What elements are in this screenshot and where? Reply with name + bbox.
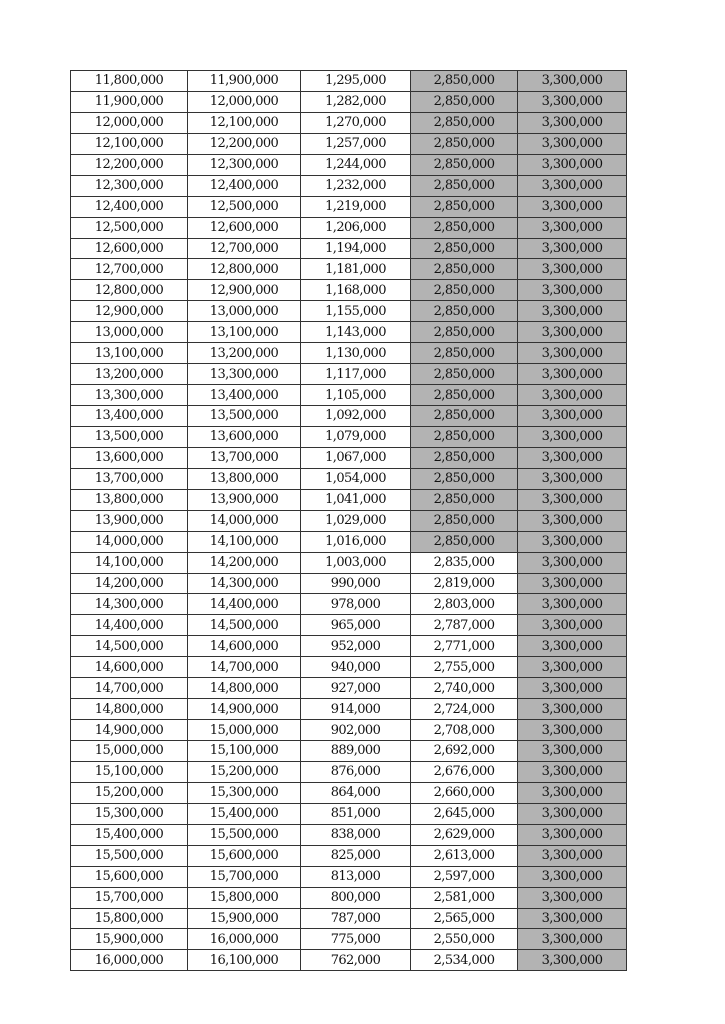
- deduction-a-cell: 1,003,000: [301, 552, 411, 573]
- deduction-a-cell: 1,181,000: [301, 259, 411, 280]
- deduction-a-cell: 965,000: [301, 615, 411, 636]
- deduction-c-cell: 3,300,000: [518, 594, 627, 615]
- income-to-cell: 15,700,000: [188, 866, 301, 887]
- deduction-a-cell: 876,000: [301, 761, 411, 782]
- income-from-cell: 13,000,000: [71, 322, 188, 343]
- deduction-a-cell: 940,000: [301, 657, 411, 678]
- income-to-cell: 12,300,000: [188, 154, 301, 175]
- income-from-cell: 13,900,000: [71, 510, 188, 531]
- deduction-c-cell: 3,300,000: [518, 782, 627, 803]
- deduction-c-cell: 3,300,000: [518, 112, 627, 133]
- deduction-a-cell: 1,016,000: [301, 531, 411, 552]
- income-to-cell: 13,300,000: [188, 364, 301, 385]
- income-to-cell: 14,100,000: [188, 531, 301, 552]
- table-row: [71, 636, 627, 657]
- table-row: [71, 678, 627, 699]
- income-from-cell: 13,200,000: [71, 364, 188, 385]
- income-from-cell: 15,000,000: [71, 741, 188, 762]
- deduction-a-cell: 825,000: [301, 845, 411, 866]
- income-to-cell: 15,500,000: [188, 824, 301, 845]
- deduction-c-cell: 3,300,000: [518, 657, 627, 678]
- income-from-cell: 11,900,000: [71, 91, 188, 112]
- table-row: [71, 217, 627, 238]
- income-to-cell: 14,400,000: [188, 594, 301, 615]
- deduction-b-cell: 2,740,000: [411, 678, 518, 699]
- income-to-cell: 14,800,000: [188, 678, 301, 699]
- deduction-a-cell: 1,155,000: [301, 301, 411, 322]
- deduction-a-cell: 1,079,000: [301, 426, 411, 447]
- table-row: [71, 720, 627, 741]
- deduction-a-cell: 1,282,000: [301, 91, 411, 112]
- deduction-c-cell: 3,300,000: [518, 322, 627, 343]
- deduction-a-cell: 838,000: [301, 824, 411, 845]
- deduction-b-cell: 2,850,000: [411, 468, 518, 489]
- income-from-cell: 13,300,000: [71, 385, 188, 406]
- income-to-cell: 15,100,000: [188, 741, 301, 762]
- deduction-c-cell: 3,300,000: [518, 133, 627, 154]
- table-row: [71, 950, 627, 971]
- income-to-cell: 14,300,000: [188, 573, 301, 594]
- deduction-c-cell: 3,300,000: [518, 636, 627, 657]
- deduction-b-cell: 2,787,000: [411, 615, 518, 636]
- income-to-cell: 14,500,000: [188, 615, 301, 636]
- income-from-cell: 13,800,000: [71, 489, 188, 510]
- deduction-a-cell: 990,000: [301, 573, 411, 594]
- income-to-cell: 13,700,000: [188, 447, 301, 468]
- deduction-b-cell: 2,850,000: [411, 385, 518, 406]
- table-row: [71, 406, 627, 427]
- deduction-b-cell: 2,613,000: [411, 845, 518, 866]
- deduction-b-cell: 2,850,000: [411, 217, 518, 238]
- table-row: [71, 887, 627, 908]
- deduction-b-cell: 2,850,000: [411, 364, 518, 385]
- deduction-b-cell: 2,755,000: [411, 657, 518, 678]
- deduction-a-cell: 1,041,000: [301, 489, 411, 510]
- income-from-cell: 15,200,000: [71, 782, 188, 803]
- table-row: [71, 447, 627, 468]
- deduction-b-cell: 2,565,000: [411, 908, 518, 929]
- income-to-cell: 13,900,000: [188, 489, 301, 510]
- deduction-a-cell: 1,206,000: [301, 217, 411, 238]
- table-body: [71, 71, 627, 971]
- income-from-cell: 12,100,000: [71, 133, 188, 154]
- table-row: [71, 259, 627, 280]
- income-from-cell: 14,400,000: [71, 615, 188, 636]
- income-from-cell: 16,000,000: [71, 950, 188, 971]
- deduction-c-cell: 3,300,000: [518, 510, 627, 531]
- income-from-cell: 15,500,000: [71, 845, 188, 866]
- deduction-c-cell: 3,300,000: [518, 468, 627, 489]
- deduction-a-cell: 1,143,000: [301, 322, 411, 343]
- income-from-cell: 14,100,000: [71, 552, 188, 573]
- deduction-b-cell: 2,850,000: [411, 175, 518, 196]
- deduction-b-cell: 2,708,000: [411, 720, 518, 741]
- table-row: [71, 112, 627, 133]
- deduction-c-cell: 3,300,000: [518, 447, 627, 468]
- table-row: [71, 803, 627, 824]
- table-row: [71, 531, 627, 552]
- table-row: [71, 468, 627, 489]
- table-row: [71, 824, 627, 845]
- income-from-cell: 12,200,000: [71, 154, 188, 175]
- table-row: [71, 908, 627, 929]
- deduction-a-cell: 1,194,000: [301, 238, 411, 259]
- income-from-cell: 15,600,000: [71, 866, 188, 887]
- table-row: [71, 343, 627, 364]
- deduction-a-cell: 1,029,000: [301, 510, 411, 531]
- deduction-c-cell: 3,300,000: [518, 385, 627, 406]
- income-from-cell: 14,600,000: [71, 657, 188, 678]
- income-to-cell: 13,200,000: [188, 343, 301, 364]
- deduction-c-cell: 3,300,000: [518, 343, 627, 364]
- income-to-cell: 16,100,000: [188, 950, 301, 971]
- deduction-b-cell: 2,850,000: [411, 301, 518, 322]
- deduction-b-cell: 2,835,000: [411, 552, 518, 573]
- deduction-c-cell: 3,300,000: [518, 175, 627, 196]
- table-row: [71, 322, 627, 343]
- deduction-a-cell: 952,000: [301, 636, 411, 657]
- deduction-b-cell: 2,660,000: [411, 782, 518, 803]
- deduction-c-cell: 3,300,000: [518, 741, 627, 762]
- deduction-b-cell: 2,850,000: [411, 322, 518, 343]
- income-to-cell: 13,400,000: [188, 385, 301, 406]
- deduction-c-cell: 3,300,000: [518, 845, 627, 866]
- income-to-cell: 15,300,000: [188, 782, 301, 803]
- deduction-c-cell: 3,300,000: [518, 824, 627, 845]
- income-to-cell: 15,000,000: [188, 720, 301, 741]
- deduction-a-cell: 813,000: [301, 866, 411, 887]
- deduction-a-cell: 851,000: [301, 803, 411, 824]
- income-to-cell: 12,000,000: [188, 91, 301, 112]
- deduction-c-cell: 3,300,000: [518, 908, 627, 929]
- deduction-a-cell: 1,054,000: [301, 468, 411, 489]
- table-row: [71, 489, 627, 510]
- table-row: [71, 175, 627, 196]
- table-row: [71, 196, 627, 217]
- deduction-b-cell: 2,850,000: [411, 531, 518, 552]
- deduction-b-cell: 2,850,000: [411, 343, 518, 364]
- income-from-cell: 15,800,000: [71, 908, 188, 929]
- deduction-b-cell: 2,850,000: [411, 133, 518, 154]
- deduction-b-cell: 2,629,000: [411, 824, 518, 845]
- deduction-a-cell: 902,000: [301, 720, 411, 741]
- deduction-b-cell: 2,850,000: [411, 196, 518, 217]
- table-row: [71, 866, 627, 887]
- income-from-cell: 13,500,000: [71, 426, 188, 447]
- income-from-cell: 11,800,000: [71, 71, 188, 92]
- deduction-a-cell: 1,105,000: [301, 385, 411, 406]
- deduction-a-cell: 914,000: [301, 699, 411, 720]
- table-row: [71, 761, 627, 782]
- deduction-a-cell: 1,168,000: [301, 280, 411, 301]
- table-row: [71, 615, 627, 636]
- deduction-a-cell: 1,270,000: [301, 112, 411, 133]
- income-from-cell: 14,200,000: [71, 573, 188, 594]
- deduction-c-cell: 3,300,000: [518, 929, 627, 950]
- deduction-c-cell: 3,300,000: [518, 238, 627, 259]
- income-from-cell: 12,800,000: [71, 280, 188, 301]
- deduction-a-cell: 889,000: [301, 741, 411, 762]
- deduction-b-cell: 2,850,000: [411, 447, 518, 468]
- income-from-cell: 12,700,000: [71, 259, 188, 280]
- deduction-c-cell: 3,300,000: [518, 154, 627, 175]
- deduction-c-cell: 3,300,000: [518, 217, 627, 238]
- income-from-cell: 14,300,000: [71, 594, 188, 615]
- income-to-cell: 13,000,000: [188, 301, 301, 322]
- deduction-b-cell: 2,534,000: [411, 950, 518, 971]
- deduction-b-cell: 2,724,000: [411, 699, 518, 720]
- income-from-cell: 12,600,000: [71, 238, 188, 259]
- income-from-cell: 15,700,000: [71, 887, 188, 908]
- deduction-a-cell: 775,000: [301, 929, 411, 950]
- deduction-b-cell: 2,850,000: [411, 71, 518, 92]
- deduction-b-cell: 2,581,000: [411, 887, 518, 908]
- deduction-a-cell: 762,000: [301, 950, 411, 971]
- deduction-a-cell: 1,257,000: [301, 133, 411, 154]
- income-to-cell: 12,400,000: [188, 175, 301, 196]
- income-from-cell: 14,000,000: [71, 531, 188, 552]
- deduction-c-cell: 3,300,000: [518, 615, 627, 636]
- deduction-b-cell: 2,850,000: [411, 406, 518, 427]
- deduction-a-cell: 978,000: [301, 594, 411, 615]
- income-to-cell: 13,500,000: [188, 406, 301, 427]
- income-from-cell: 15,400,000: [71, 824, 188, 845]
- deduction-c-cell: 3,300,000: [518, 280, 627, 301]
- deduction-b-cell: 2,645,000: [411, 803, 518, 824]
- income-from-cell: 13,700,000: [71, 468, 188, 489]
- income-to-cell: 12,900,000: [188, 280, 301, 301]
- income-to-cell: 15,600,000: [188, 845, 301, 866]
- table-row: [71, 845, 627, 866]
- deduction-a-cell: 800,000: [301, 887, 411, 908]
- deduction-b-cell: 2,850,000: [411, 238, 518, 259]
- income-from-cell: 14,700,000: [71, 678, 188, 699]
- income-to-cell: 14,700,000: [188, 657, 301, 678]
- income-to-cell: 13,100,000: [188, 322, 301, 343]
- table-row: [71, 238, 627, 259]
- deduction-c-cell: 3,300,000: [518, 531, 627, 552]
- income-to-cell: 14,200,000: [188, 552, 301, 573]
- deduction-a-cell: 1,117,000: [301, 364, 411, 385]
- table-row: [71, 426, 627, 447]
- deduction-b-cell: 2,850,000: [411, 510, 518, 531]
- table-row: [71, 594, 627, 615]
- table-row: [71, 741, 627, 762]
- deduction-a-cell: 1,092,000: [301, 406, 411, 427]
- deduction-c-cell: 3,300,000: [518, 866, 627, 887]
- deduction-c-cell: 3,300,000: [518, 406, 627, 427]
- table-row: [71, 552, 627, 573]
- deduction-a-cell: 1,067,000: [301, 447, 411, 468]
- income-to-cell: 12,500,000: [188, 196, 301, 217]
- deduction-a-cell: 787,000: [301, 908, 411, 929]
- income-from-cell: 13,400,000: [71, 406, 188, 427]
- table-row: [71, 929, 627, 950]
- deduction-c-cell: 3,300,000: [518, 364, 627, 385]
- income-from-cell: 14,800,000: [71, 699, 188, 720]
- table-row: [71, 573, 627, 594]
- deduction-a-cell: 1,219,000: [301, 196, 411, 217]
- deduction-a-cell: 1,295,000: [301, 71, 411, 92]
- deduction-a-cell: 1,130,000: [301, 343, 411, 364]
- income-to-cell: 16,000,000: [188, 929, 301, 950]
- deduction-c-cell: 3,300,000: [518, 301, 627, 322]
- income-to-cell: 12,700,000: [188, 238, 301, 259]
- income-to-cell: 15,800,000: [188, 887, 301, 908]
- income-from-cell: 15,900,000: [71, 929, 188, 950]
- table-row: [71, 133, 627, 154]
- deduction-c-cell: 3,300,000: [518, 489, 627, 510]
- deduction-a-cell: 864,000: [301, 782, 411, 803]
- deduction-b-cell: 2,676,000: [411, 761, 518, 782]
- table-row: [71, 510, 627, 531]
- table-row: [71, 657, 627, 678]
- income-from-cell: 14,900,000: [71, 720, 188, 741]
- deduction-a-cell: 927,000: [301, 678, 411, 699]
- income-to-cell: 15,900,000: [188, 908, 301, 929]
- deduction-b-cell: 2,771,000: [411, 636, 518, 657]
- income-to-cell: 14,000,000: [188, 510, 301, 531]
- deduction-c-cell: 3,300,000: [518, 91, 627, 112]
- deduction-b-cell: 2,850,000: [411, 112, 518, 133]
- table-row: [71, 782, 627, 803]
- income-from-cell: 14,500,000: [71, 636, 188, 657]
- table-row: [71, 301, 627, 322]
- deduction-b-cell: 2,550,000: [411, 929, 518, 950]
- income-from-cell: 12,900,000: [71, 301, 188, 322]
- deduction-b-cell: 2,597,000: [411, 866, 518, 887]
- table-row: [71, 364, 627, 385]
- table-row: [71, 71, 627, 92]
- deduction-c-cell: 3,300,000: [518, 950, 627, 971]
- deduction-b-cell: 2,692,000: [411, 741, 518, 762]
- table-row: [71, 91, 627, 112]
- table-row: [71, 699, 627, 720]
- income-from-cell: 12,300,000: [71, 175, 188, 196]
- income-from-cell: 12,400,000: [71, 196, 188, 217]
- income-from-cell: 15,300,000: [71, 803, 188, 824]
- deduction-c-cell: 3,300,000: [518, 552, 627, 573]
- data-table: [70, 70, 627, 971]
- income-to-cell: 12,100,000: [188, 112, 301, 133]
- deduction-c-cell: 3,300,000: [518, 259, 627, 280]
- table-row: [71, 280, 627, 301]
- deduction-c-cell: 3,300,000: [518, 699, 627, 720]
- deduction-c-cell: 3,300,000: [518, 761, 627, 782]
- deduction-c-cell: 3,300,000: [518, 720, 627, 741]
- income-to-cell: 12,600,000: [188, 217, 301, 238]
- deduction-b-cell: 2,850,000: [411, 280, 518, 301]
- income-to-cell: 14,600,000: [188, 636, 301, 657]
- income-to-cell: 12,200,000: [188, 133, 301, 154]
- deduction-b-cell: 2,850,000: [411, 489, 518, 510]
- income-to-cell: 15,200,000: [188, 761, 301, 782]
- deduction-a-cell: 1,232,000: [301, 175, 411, 196]
- deduction-c-cell: 3,300,000: [518, 71, 627, 92]
- deduction-b-cell: 2,819,000: [411, 573, 518, 594]
- deduction-a-cell: 1,244,000: [301, 154, 411, 175]
- deduction-b-cell: 2,803,000: [411, 594, 518, 615]
- income-to-cell: 15,400,000: [188, 803, 301, 824]
- deduction-c-cell: 3,300,000: [518, 678, 627, 699]
- deduction-c-cell: 3,300,000: [518, 196, 627, 217]
- income-to-cell: 12,800,000: [188, 259, 301, 280]
- deduction-c-cell: 3,300,000: [518, 803, 627, 824]
- income-from-cell: 13,600,000: [71, 447, 188, 468]
- income-to-cell: 11,900,000: [188, 71, 301, 92]
- table-row: [71, 385, 627, 406]
- deduction-b-cell: 2,850,000: [411, 426, 518, 447]
- deduction-b-cell: 2,850,000: [411, 154, 518, 175]
- income-from-cell: 12,000,000: [71, 112, 188, 133]
- income-to-cell: 14,900,000: [188, 699, 301, 720]
- deduction-c-cell: 3,300,000: [518, 887, 627, 908]
- income-from-cell: 15,100,000: [71, 761, 188, 782]
- table-row: [71, 154, 627, 175]
- income-from-cell: 13,100,000: [71, 343, 188, 364]
- income-to-cell: 13,800,000: [188, 468, 301, 489]
- deduction-c-cell: 3,300,000: [518, 573, 627, 594]
- income-to-cell: 13,600,000: [188, 426, 301, 447]
- income-from-cell: 12,500,000: [71, 217, 188, 238]
- deduction-c-cell: 3,300,000: [518, 426, 627, 447]
- deduction-b-cell: 2,850,000: [411, 259, 518, 280]
- deduction-b-cell: 2,850,000: [411, 91, 518, 112]
